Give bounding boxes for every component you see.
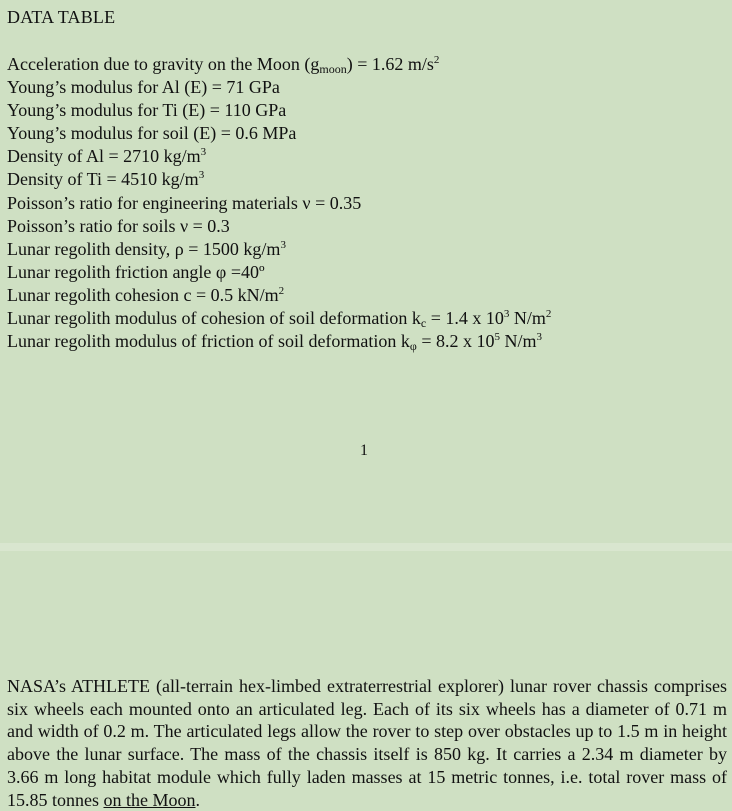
- data-row-youngs-al: Young’s modulus for Al (E) = 71 GPa: [7, 77, 280, 98]
- data-row-cohesion: Lunar regolith cohesion c = 0.5 $kN/m^2$: [7, 284, 285, 305]
- data-row-poisson-engineering: Poisson’s ratio for engineering materials ν = 0.35: [7, 192, 362, 213]
- underlined-phrase: on the Moon: [103, 789, 196, 810]
- data-row-density-al: Density of Al = 2710 $kg/m^3$: [7, 146, 207, 167]
- data-row-friction-angle: Lunar regolith friction angle φ =40º: [7, 261, 265, 282]
- data-row-regolith-density: Lunar regolith density, ρ = 1500 $kg/m^3$: [7, 238, 286, 259]
- page-separator: [0, 543, 732, 551]
- page-number: 1: [360, 442, 368, 459]
- data-row-gravity: Acceleration due to gravity on the Moon $(g_{moon}) = 1.62$ $m/s^2$: [7, 54, 440, 76]
- athlete-description-paragraph: NASA’s ATHLETE (all-terrain hex-limbed extraterrestrial explorer) lunar rover chassis comprises six wheels each mounted onto an articulated leg. Each of its six wheels has a diameter of 0.71 m and width of 0.2 m. The articulated legs allow the rover to step over obstacles up to 1.5 m in height above the lunar surface. The mass of the chassis itself is 850 kg. It carries a 2.34 m diameter by 3.66 m long habitat module which fully laden masses at 15 metric tonnes, i.e. total rover mass of 15.85 tonnes on the Moon.: [7, 676, 727, 810]
- data-row-modulus-friction: Lunar regolith modulus of friction of soil deformation $k_\varphi = 8.2$ x $10^5$ $N/m^3$: [7, 331, 543, 354]
- data-table-heading: DATA TABLE: [7, 7, 116, 27]
- data-row-modulus-cohesion: Lunar regolith modulus of cohesion of soil deformation $k_c = 1.4$ x $10^3$ $N/m^2$: [7, 308, 552, 331]
- data-table-list: [7, 53, 551, 353]
- document-page-2: [0, 551, 732, 811]
- data-row-density-ti: Density of Ti = 4510 $kg/m^3$: [7, 169, 205, 190]
- data-row-youngs-ti: Young’s modulus for Ti (E) = 110 GPa: [7, 100, 287, 121]
- data-row-youngs-soil: Young’s modulus for soil (E) = 0.6 MPa: [7, 123, 297, 144]
- data-row-poisson-soils: Poisson’s ratio for soils ν = 0.3: [7, 215, 230, 236]
